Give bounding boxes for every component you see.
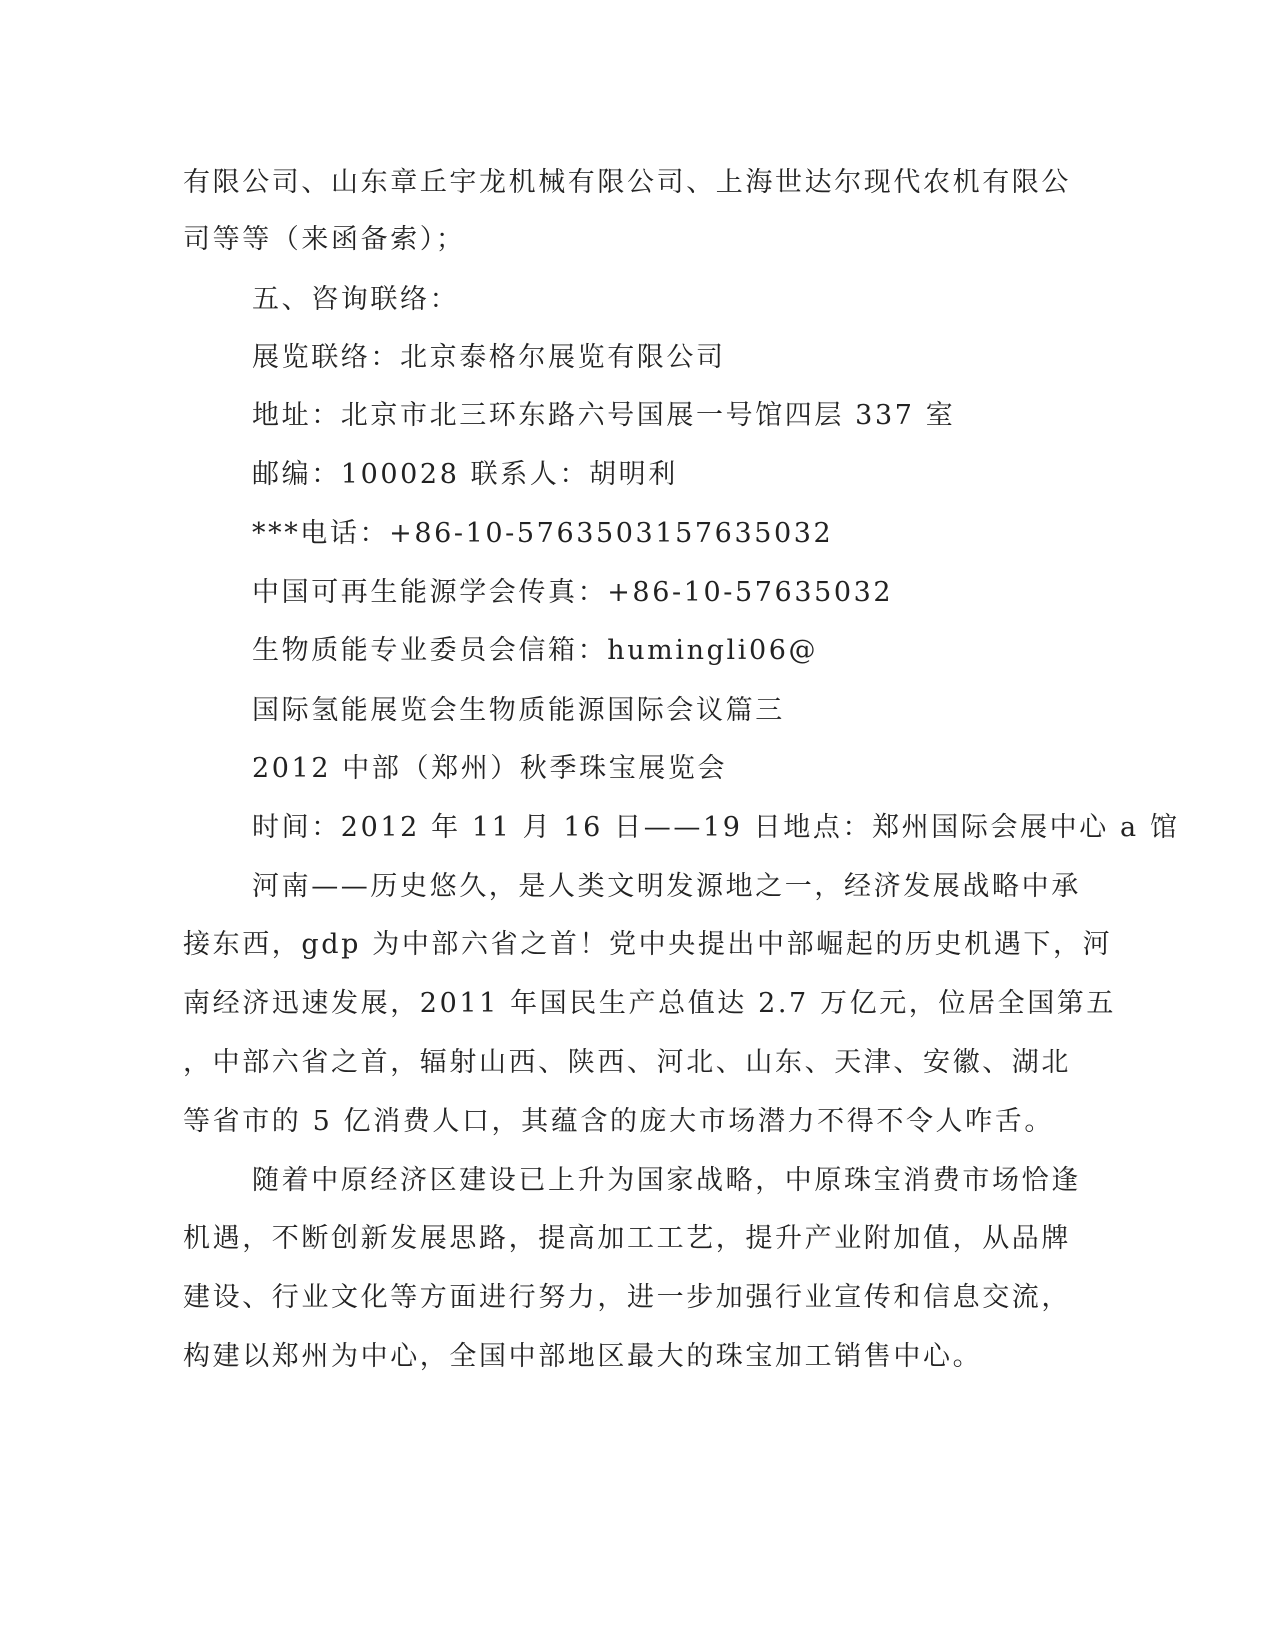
text-line: 有限公司、山东章丘宇龙机械有限公司、上海世达尔现代农机有限公 — [183, 167, 1071, 198]
text-line: 河南——历史悠久，是人类文明发源地之一，经济发展战略中承 — [252, 871, 1081, 902]
text-line: 构建以郑州为中心，全国中部地区最大的珠宝加工销售中心。 — [183, 1341, 983, 1372]
text-line: 南经济迅速发展，2011 年国民生产总值达 2.7 万亿元，位居全国第五 — [183, 988, 1116, 1019]
text-line: ***电话：+86-10-5763503157635032 — [252, 518, 834, 549]
text-line: 地址：北京市北三环东路六号国展一号馆四层 337 室 — [252, 400, 956, 431]
text-line: 机遇，不断创新发展思路，提高加工工艺，提升产业附加值，从品牌 — [183, 1223, 1071, 1254]
section-heading: 五、咨询联络： — [252, 284, 460, 315]
text-line: ，中部六省之首，辐射山西、陕西、河北、山东、天津、安徽、湖北 — [183, 1047, 1071, 1078]
text-line: 建设、行业文化等方面进行努力，进一步加强行业宣传和信息交流， — [183, 1282, 1071, 1313]
text-line: 随着中原经济区建设已上升为国家战略，中原珠宝消费市场恰逢 — [252, 1165, 1081, 1196]
text-line: 时间：2012 年 11 月 16 日——19 日地点：郑州国际会展中心 a 馆 — [252, 812, 1180, 843]
section-heading: 2012 中部（郑州）秋季珠宝展览会 — [252, 753, 728, 784]
text-line: 中国可再生能源学会传真：+86-10-57635032 — [252, 577, 894, 608]
section-heading: 国际氢能展览会生物质能源国际会议篇三 — [252, 695, 785, 726]
text-line: 接东西，gdp 为中部六省之首！党中央提出中部崛起的历史机遇下，河 — [183, 929, 1113, 960]
text-line: 司等等（来函备索）； — [183, 224, 466, 255]
text-line: 生物质能专业委员会信箱：humingli06@ — [252, 635, 819, 666]
text-line: 展览联络：北京泰格尔展览有限公司 — [252, 342, 726, 373]
text-line: 邮编：100028 联系人：胡明利 — [252, 459, 678, 490]
text-line: 等省市的 5 亿消费人口，其蕴含的庞大市场潜力不得不令人咋舌。 — [183, 1106, 1054, 1137]
